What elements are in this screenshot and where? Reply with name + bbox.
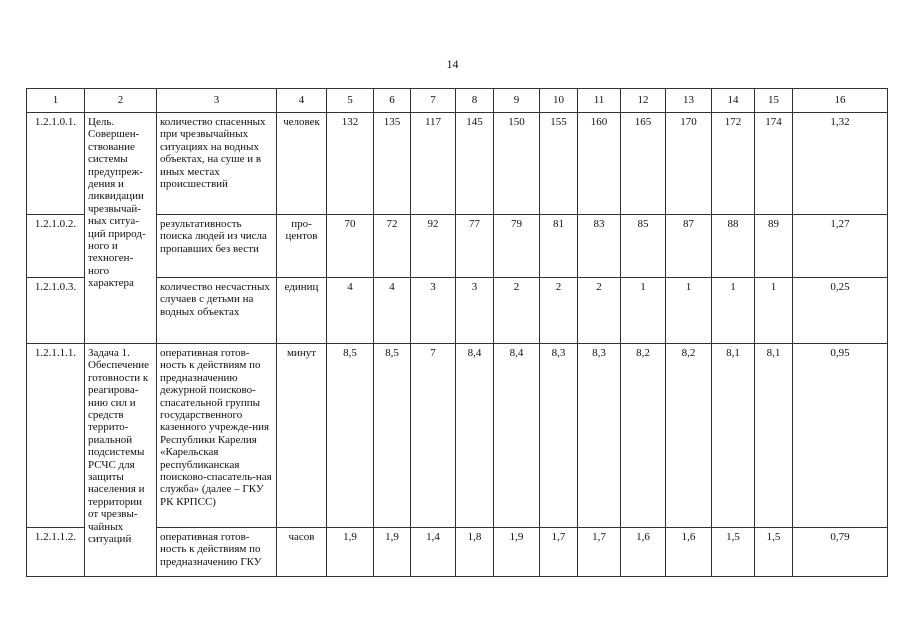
table-row [27,215,888,278]
value-cell: 165 [621,113,666,215]
value-cell: 2 [494,278,540,344]
value-cell: 1,8 [456,528,494,577]
value-cell: 160 [578,113,621,215]
value-cell: 170 [666,113,712,215]
column-header: 6 [374,89,411,113]
value-cell: 150 [494,113,540,215]
value-cell: 8,1 [712,344,755,528]
goal-cell: Цель. Совершен-ствование системы предупреж-дения и ликвидации чрезвычай-ных ситуа-ций природ-ного и техноген-ного характера [85,113,157,344]
column-header: 11 [578,89,621,113]
value-cell: 1 [666,278,712,344]
value-cell: 4 [374,278,411,344]
unit-cell: человек [277,113,327,215]
column-header: 12 [621,89,666,113]
value-cell: 0,79 [793,528,888,577]
indicator-code: 1.2.1.0.3. [27,278,85,344]
column-header: 8 [456,89,494,113]
value-cell: 1,6 [666,528,712,577]
table-row [27,113,888,215]
value-cell: 1,27 [793,215,888,278]
value-cell: 87 [666,215,712,278]
table-row [27,528,888,577]
value-cell: 1,32 [793,113,888,215]
indicators-table [26,88,888,577]
value-cell: 0,25 [793,278,888,344]
header-row [27,89,888,113]
unit-cell: про-центов [277,215,327,278]
unit-cell: минут [277,344,327,528]
value-cell: 1,7 [540,528,578,577]
value-cell: 117 [411,113,456,215]
value-cell: 89 [755,215,793,278]
unit-cell: единиц [277,278,327,344]
value-cell: 8,3 [540,344,578,528]
value-cell: 77 [456,215,494,278]
value-cell: 8,4 [494,344,540,528]
indicator-name: оперативная готов-ность к действиям по предназначению ГКУ [157,528,277,577]
column-header: 3 [157,89,277,113]
indicator-name: результативность поиска людей из числа пропавших без вести [157,215,277,278]
column-header: 2 [85,89,157,113]
indicator-code: 1.2.1.0.1. [27,113,85,215]
column-header: 4 [277,89,327,113]
indicator-name: количество несчастных случаев с детьми на водных объектах [157,278,277,344]
value-cell: 8,2 [621,344,666,528]
value-cell: 8,2 [666,344,712,528]
value-cell: 8,3 [578,344,621,528]
value-cell: 1 [712,278,755,344]
value-cell: 1,5 [712,528,755,577]
unit-cell: часов [277,528,327,577]
column-header: 5 [327,89,374,113]
column-header: 15 [755,89,793,113]
value-cell: 79 [494,215,540,278]
value-cell: 1 [621,278,666,344]
column-header: 9 [494,89,540,113]
task-cell: Задача 1. Обеспечение готовности к реагирова-нию сил и средств террито-риальной подсистемы РСЧС для защиты населения и территории от чрезвы-чайных ситуаций [85,344,157,577]
value-cell: 1,7 [578,528,621,577]
indicator-name: количество спасенных при чрезвычайных ситуациях на водных объектах, на суше и в иных местах происшествий [157,113,277,215]
column-header: 10 [540,89,578,113]
value-cell: 1,9 [327,528,374,577]
value-cell: 0,95 [793,344,888,528]
value-cell: 8,1 [755,344,793,528]
value-cell: 85 [621,215,666,278]
value-cell: 72 [374,215,411,278]
table-row [27,278,888,344]
value-cell: 1,6 [621,528,666,577]
value-cell: 8,5 [374,344,411,528]
column-header: 7 [411,89,456,113]
indicator-name: оперативная готов-ность к действиям по предназначению дежурной поисково-спасательной группы государственного казенного учрежде-ния Республики Карелия «Карельская республиканская поисково-спасатель-ная служба» (далее – ГКУ РК КРПСС) [157,344,277,528]
column-header: 16 [793,89,888,113]
column-header: 14 [712,89,755,113]
value-cell: 172 [712,113,755,215]
value-cell: 88 [712,215,755,278]
value-cell: 1 [755,278,793,344]
value-cell: 1,9 [494,528,540,577]
value-cell: 1,9 [374,528,411,577]
value-cell: 135 [374,113,411,215]
value-cell: 83 [578,215,621,278]
value-cell: 174 [755,113,793,215]
column-header: 1 [27,89,85,113]
table-row [27,344,888,528]
value-cell: 3 [411,278,456,344]
value-cell: 145 [456,113,494,215]
value-cell: 2 [578,278,621,344]
value-cell: 1,5 [755,528,793,577]
column-header: 13 [666,89,712,113]
value-cell: 2 [540,278,578,344]
value-cell: 155 [540,113,578,215]
value-cell: 3 [456,278,494,344]
indicator-code: 1.2.1.1.1. [27,344,85,528]
indicator-code: 1.2.1.0.2. [27,215,85,278]
value-cell: 7 [411,344,456,528]
indicator-code: 1.2.1.1.2. [27,528,85,577]
value-cell: 81 [540,215,578,278]
value-cell: 4 [327,278,374,344]
value-cell: 8,4 [456,344,494,528]
value-cell: 70 [327,215,374,278]
value-cell: 132 [327,113,374,215]
value-cell: 92 [411,215,456,278]
page-number: 14 [446,57,459,71]
value-cell: 1,4 [411,528,456,577]
value-cell: 8,5 [327,344,374,528]
